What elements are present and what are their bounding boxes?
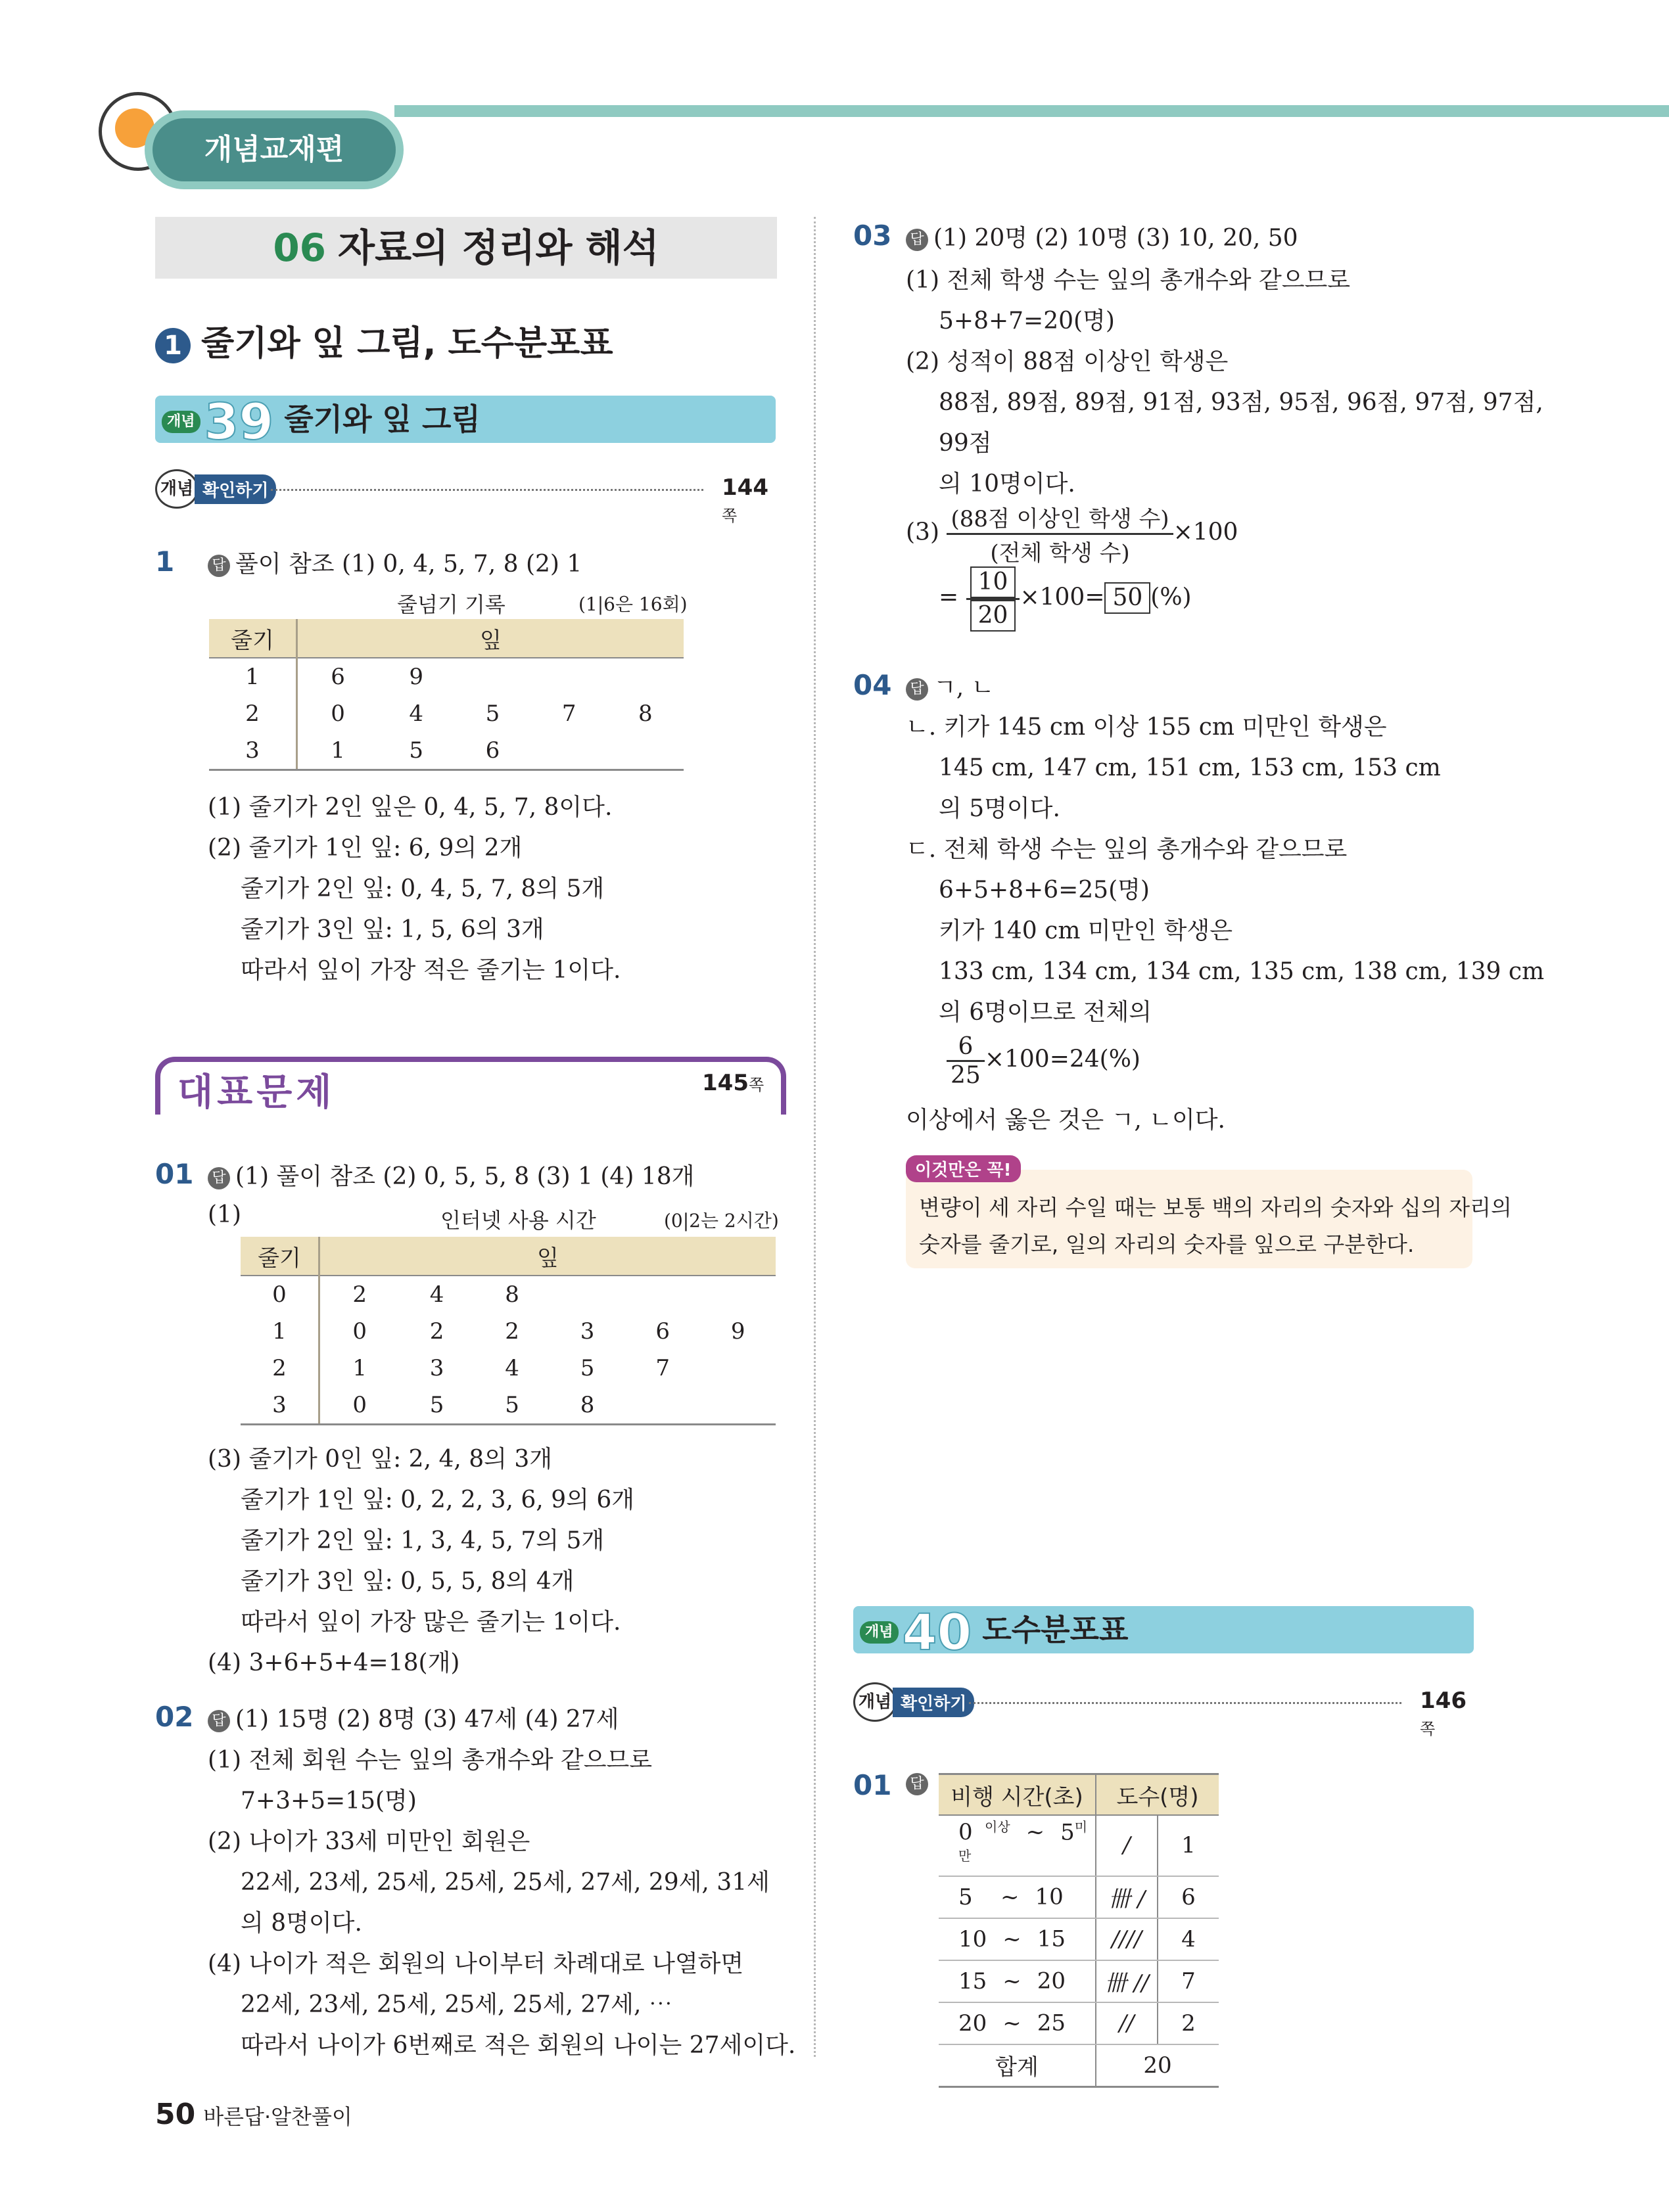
p01-table-title: 인터넷 사용 시간 — [440, 1208, 596, 1233]
leaf-cell: 3 — [429, 1355, 444, 1381]
leaf-cell: 5 — [399, 1387, 475, 1425]
tally-cell: 卌 / — [1096, 1876, 1158, 1918]
leaf-cell — [700, 1387, 776, 1425]
explanation-line: 22세, 23세, 25세, 25세, 25세, 27세, ⋯ — [241, 1991, 672, 2018]
class-interval — [939, 2002, 1096, 2044]
table-row — [209, 695, 684, 732]
interval-part: ~ — [1002, 2010, 1022, 2037]
explanation-line: (1) 전체 학생 수는 잎의 총개수와 같으므로 — [906, 267, 1351, 294]
frequency-cell: 2 — [1158, 2002, 1219, 2044]
leaf-cell: 3 — [580, 1318, 595, 1345]
explanation-line: (4) 3+6+5+4=18(개) — [208, 1649, 460, 1676]
class-interval — [939, 1918, 1096, 1960]
section-title: 1 줄기와 잎 그림, 도수분포표 — [155, 315, 613, 365]
stem-cell: 3 — [209, 732, 297, 770]
q1-answer: 답 풀이 참조 (1) 0, 4, 5, 7, 8 (2) 1 — [208, 545, 582, 579]
daepyo-title: 대표문제 — [177, 1071, 336, 1114]
leaf-cell — [454, 658, 530, 695]
leaf-cell — [607, 658, 684, 695]
table-row — [939, 2002, 1219, 2044]
total-value: 20 — [1096, 2044, 1219, 2087]
leaf-cell — [531, 732, 607, 770]
class-interval — [939, 1960, 1096, 2002]
leaf-cell: 8 — [505, 1281, 519, 1308]
interval-part: 10 — [1035, 1883, 1064, 1910]
leaf-cell: 8 — [638, 701, 653, 727]
table-row — [939, 1960, 1219, 2002]
leaf-cell — [700, 1276, 776, 1313]
leaf-cell: 9 — [730, 1318, 745, 1345]
p03-number: 03 — [853, 219, 892, 252]
leaf-cell — [550, 1276, 625, 1313]
interval-part: 20 — [1037, 1968, 1066, 1994]
explanation-line: 88점, 89점, 89점, 91점, 93점, 95점, 96점, 97점, 97점, — [939, 389, 1543, 416]
tally-cell: //// — [1096, 1918, 1158, 1960]
leaf-cell: 7 — [561, 701, 576, 727]
stem-cell: 2 — [241, 1350, 319, 1387]
q1-table-note: (1|6은 16회) — [578, 593, 688, 615]
p03-answer: 답 (1) 20명 (2) 10명 (3) 10, 20, 50 — [906, 219, 1298, 253]
header-tab: 개념교재편 — [153, 118, 396, 181]
table-row — [939, 1815, 1219, 1876]
interval-part: ~ — [1002, 1925, 1022, 1952]
explanation-line: (1) 전체 회원 수는 잎의 총개수와 같으므로 — [208, 1747, 653, 1774]
table-row — [209, 732, 684, 770]
check-bar-2: 개념 확인하기 146쪽 — [853, 1682, 1474, 1722]
p02-answer: 답 (1) 15명 (2) 8명 (3) 47세 (4) 27세 — [208, 1701, 619, 1734]
p01-sub: (1) — [208, 1201, 241, 1228]
tally-cell: / — [1096, 1815, 1158, 1876]
table-row — [241, 1387, 776, 1425]
table-row — [241, 1313, 776, 1350]
tip-text — [919, 1189, 1512, 1263]
p04-answer: 답 ㄱ, ㄴ — [906, 669, 994, 703]
f01-answer-mark: 답 — [906, 1773, 933, 1795]
stem-cell: 2 — [209, 695, 297, 732]
chapter-title: 06 자료의 정리와 해석 — [155, 217, 777, 279]
leaf-cell: 5 — [580, 1355, 595, 1381]
table-row — [241, 1276, 776, 1313]
interval-part: 25 — [1037, 2010, 1066, 2037]
p03-formula: (3) $\frac{\text{(88점 이상인 학생 수)}}{\text{(전체 학생 수)}}$ ×100 — [906, 501, 1238, 567]
leaf-cell: 9 — [409, 664, 424, 690]
interval-part: ~ — [1002, 1968, 1022, 1994]
explanation-line: 7+3+5=15(명) — [241, 1787, 417, 1814]
total-row — [939, 2044, 1219, 2087]
leaf-cell — [700, 1350, 776, 1387]
leaf-cell: 0 — [319, 1387, 400, 1425]
interval-part: 미만 — [958, 1819, 1088, 1864]
concept-39-heading: 개념 39 줄기와 잎 그림 — [155, 396, 776, 443]
table-row — [939, 1876, 1219, 1918]
explanation-line: 133 cm, 134 cm, 134 cm, 135 cm, 138 cm, 139 cm — [939, 958, 1545, 985]
leaf-cell: 4 — [505, 1355, 519, 1381]
check-bar-1: 개념 확인하기 144쪽 — [155, 469, 776, 509]
table-row — [241, 1350, 776, 1387]
clock-face — [115, 108, 154, 148]
q1-table-title: 줄넘기 기록 — [397, 592, 505, 617]
p02-explanation — [208, 1740, 795, 2066]
frequency-cell: 6 — [1158, 1876, 1219, 1918]
leaf-cell: 0 — [352, 1318, 367, 1345]
p01-explanation — [208, 1439, 634, 1684]
explanation-line: ㄴ. 키가 145 cm 이상 155 cm 미만인 학생은 — [906, 714, 1387, 741]
leaf-cell: 1 — [297, 732, 379, 770]
interval-part: 5 — [1060, 1819, 1075, 1846]
p04-number: 04 — [853, 669, 892, 701]
explanation-line: 6+5+8+6=25(명) — [939, 877, 1150, 904]
f01-number: 01 — [853, 1769, 892, 1801]
explanation-line: 따라서 나이가 6번째로 적은 회원의 나이는 27세이다. — [241, 2032, 796, 2059]
explanation-line: 의 5명이다. — [939, 795, 1060, 822]
leaf-cell: 7 — [655, 1355, 670, 1381]
tip-line: 숫자를 줄기로, 일의 자리의 숫자를 잎으로 구분한다. — [919, 1232, 1415, 1257]
leaf-cell: 4 — [429, 1281, 444, 1308]
p03-calc: = $\frac{10}{20}$ ×100= 50 (%) — [939, 566, 1192, 632]
tally-cell: 卌 // — [1096, 1960, 1158, 2002]
leaf-cell: 5 — [378, 732, 454, 770]
leaf-cell — [625, 1387, 701, 1425]
explanation-line: 따라서 잎이 가장 많은 줄기는 1이다. — [241, 1609, 621, 1636]
leaf-cell: 1 — [352, 1355, 367, 1381]
explanation-line: 의 8명이다. — [241, 1910, 362, 1937]
header-band — [394, 105, 1669, 117]
p04-fraction: $\frac{6}{25}$ ×100=24(%) — [947, 1033, 1140, 1089]
interval-part: 5 — [958, 1883, 973, 1910]
leaf-cell: 8 — [550, 1387, 625, 1425]
interval-part: 0 — [958, 1819, 973, 1846]
leaf-cell: 6 — [655, 1318, 670, 1345]
q1-number: 1 — [155, 545, 175, 578]
tally-cell: // — [1096, 2002, 1158, 2044]
total-label: 합계 — [939, 2044, 1096, 2087]
leaf-cell: 2 — [352, 1281, 367, 1308]
leaf-cell: 6 — [454, 732, 530, 770]
p02-number: 02 — [155, 1701, 194, 1733]
column-divider — [814, 217, 816, 2057]
interval-part: 10 — [958, 1925, 987, 1952]
concept-40-heading: 개념 40 도수분포표 — [853, 1606, 1474, 1653]
leaf-cell: 2 — [429, 1318, 444, 1345]
leaf-cell: 6 — [331, 664, 345, 690]
p01-answer: 답 (1) 풀이 참조 (2) 0, 5, 5, 8 (3) 1 (4) 18개 — [208, 1158, 694, 1191]
daepyo-page: 145쪽 — [702, 1070, 764, 1096]
p03-explanation — [906, 260, 1543, 505]
footer: 50 바른답·알찬풀이 — [155, 2098, 352, 2131]
explanation-line: (1) 줄기가 2인 잎은 0, 4, 5, 7, 8이다. — [208, 794, 613, 821]
stem-cell: 1 — [209, 658, 297, 695]
leaf-cell: 2 — [505, 1318, 519, 1345]
stem-cell: 0 — [241, 1276, 319, 1313]
stem-cell: 3 — [241, 1387, 319, 1425]
explanation-line: (2) 줄기가 1인 잎: 6, 9의 2개 — [208, 835, 523, 862]
p01-table-note: (0|2는 2시간) — [664, 1210, 779, 1232]
explanation-line: 따라서 잎이 가장 적은 줄기는 1이다. — [241, 957, 621, 984]
explanation-line: 145 cm, 147 cm, 151 cm, 153 cm, 153 cm — [939, 754, 1441, 781]
q1-explanation — [208, 787, 621, 991]
leaf-cell — [625, 1276, 701, 1313]
p04-explanation — [906, 707, 1544, 1033]
interval-part: 20 — [958, 2010, 987, 2037]
interval-part: ~ — [1025, 1819, 1045, 1846]
q1-stem-leaf-table: 줄기 잎 1 6 9 2 0 4 5 7 8 3 1 5 6 — [209, 619, 684, 771]
explanation-line: 의 6명이므로 전체의 — [939, 999, 1152, 1026]
explanation-line: (2) 성적이 88점 이상인 학생은 — [906, 348, 1229, 375]
explanation-line: 줄기가 2인 잎: 1, 3, 4, 5, 7의 5개 — [241, 1527, 605, 1554]
p04-conclusion: 이상에서 옳은 것은 ㄱ, ㄴ이다. — [906, 1107, 1225, 1134]
class-interval — [939, 1815, 1096, 1876]
explanation-line: 줄기가 2인 잎: 0, 4, 5, 7, 8의 5개 — [241, 875, 605, 902]
explanation-line: 줄기가 1인 잎: 0, 2, 2, 3, 6, 9의 6개 — [241, 1486, 635, 1513]
frequency-cell: 4 — [1158, 1918, 1219, 1960]
explanation-line: (4) 나이가 적은 회원의 나이부터 차례대로 나열하면 — [208, 1950, 744, 1977]
stem-cell: 1 — [241, 1313, 319, 1350]
frequency-cell: 1 — [1158, 1815, 1219, 1876]
tip-tag: 이것만은 꼭! — [906, 1155, 1021, 1182]
explanation-line: 줄기가 3인 잎: 1, 5, 6의 3개 — [241, 916, 544, 943]
leaf-cell: 5 — [485, 701, 500, 727]
explanation-line: 22세, 23세, 25세, 25세, 25세, 27세, 29세, 31세 — [241, 1869, 770, 1896]
interval-part: 15 — [1037, 1925, 1066, 1952]
interval-part: 이상 — [985, 1819, 1010, 1835]
leaf-cell: 0 — [331, 701, 345, 727]
explanation-line: 키가 140 cm 미만인 학생은 — [939, 917, 1233, 944]
frequency-table: 비행 시간(초) 도수(명) 0 $^{이상}$ ~ $5^{미만}$ / 1 5 ~ 10 卌 / 6 10 ~ 15 //// 4 15 ~ 20 卌 // 7 20 ~ 25 // 2 합계 20 — [939, 1773, 1219, 2088]
class-interval — [939, 1876, 1096, 1918]
leaf-cell: 5 — [475, 1387, 550, 1425]
explanation-line: (3) 줄기가 0인 잎: 2, 4, 8의 3개 — [208, 1446, 553, 1473]
explanation-line: (2) 나이가 33세 미만인 회원은 — [208, 1828, 530, 1855]
explanation-line: 줄기가 3인 잎: 0, 5, 5, 8의 4개 — [241, 1568, 575, 1595]
table-row — [209, 658, 684, 695]
leaf-cell — [607, 732, 684, 770]
p01-number: 01 — [155, 1158, 194, 1190]
explanation-line: ㄷ. 전체 학생 수는 잎의 총개수와 같으므로 — [906, 836, 1348, 863]
explanation-line: 의 10명이다. — [939, 471, 1075, 497]
leaf-cell — [531, 658, 607, 695]
explanation-line: 99점 — [939, 430, 992, 457]
frequency-cell: 7 — [1158, 1960, 1219, 2002]
p01-stem-leaf-table: 줄기 잎 0 2 4 8 1 0 2 2 3 6 9 2 1 3 4 5 7 3 0 5 5 8 — [241, 1237, 776, 1425]
tip-line: 변량이 세 자리 수일 때는 보통 백의 자리의 숫자와 십의 자리의 — [919, 1195, 1512, 1220]
leaf-cell: 4 — [409, 701, 424, 727]
interval-part: ~ — [1000, 1883, 1020, 1910]
explanation-line: 5+8+7=20(명) — [939, 308, 1115, 334]
table-row — [939, 1918, 1219, 1960]
interval-part: 15 — [958, 1968, 987, 1994]
